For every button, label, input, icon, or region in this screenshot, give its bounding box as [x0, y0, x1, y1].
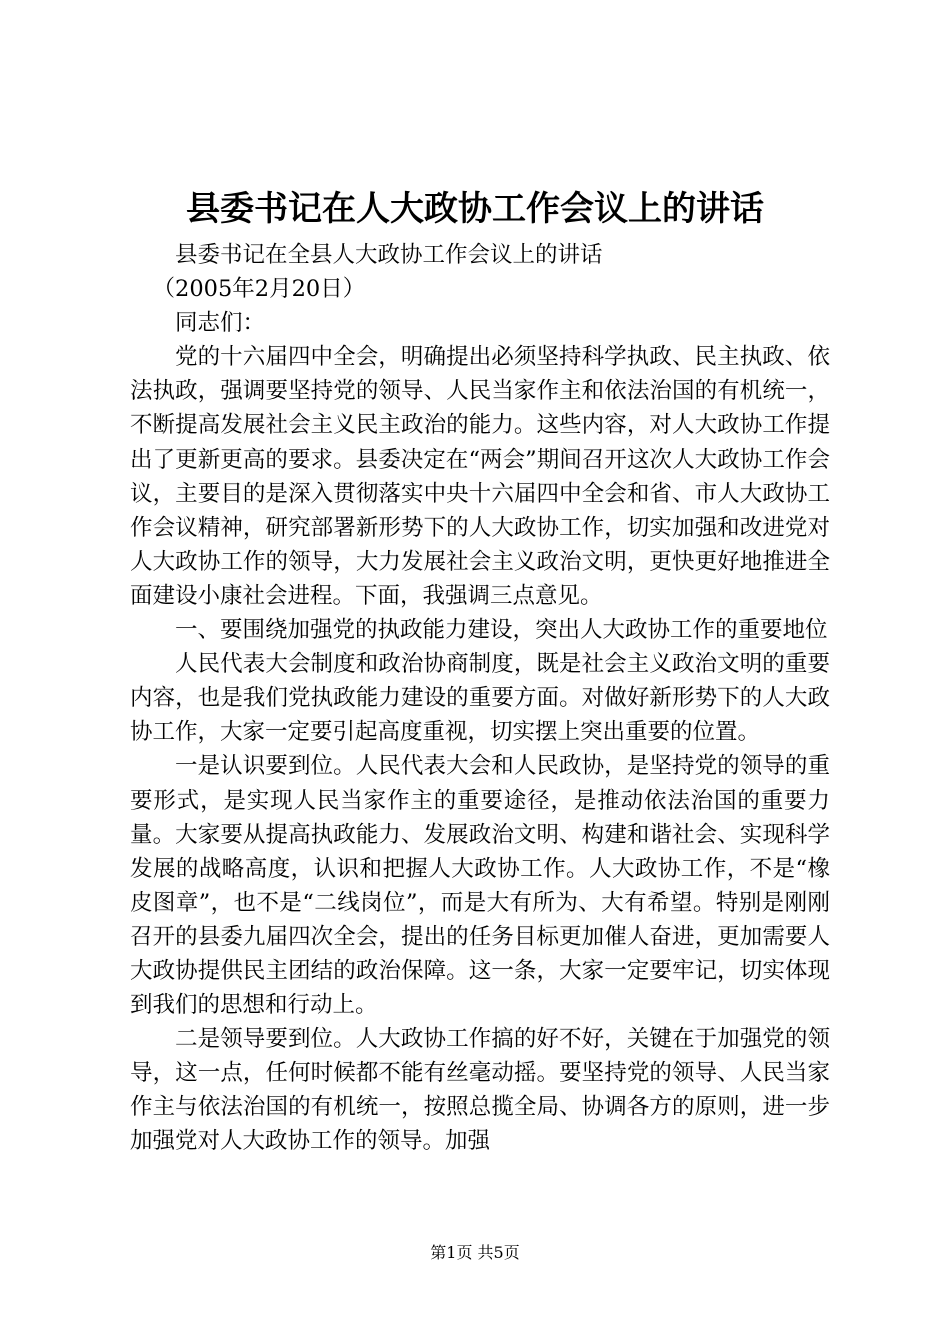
- page-footer: 第1页 共5页: [430, 1243, 520, 1262]
- document-date-line: （2005年2月20日）: [152, 276, 366, 303]
- paragraph-intro: 党的十六届四中全会，明确提出必须坚持科学执政、民主执政、依法执政，强调要坚持党的领导、人民当家作主和依法治国的有机统一，不断提高发展社会主义民主政治的能力。这些内容，对人大政协工作提出了更新更高的要求。县委决定在“两会”期间召开这次人大政协工作会议，主要目的是深入贯彻落实中央十六届四中全会和省、市人大政协工作会议精神，研究部署新形势下的人大政协工作，切实加强和改进党对人大政协工作的领导，大力发展社会主义政治文明，更快更好地推进全面建设小康社会进程。下面，我强调三点意见。: [130, 344, 830, 609]
- document-body: [130, 238, 830, 1159]
- paragraph-point-2: 二是领导要到位。人大政协工作搞的好不好，关键在于加强党的领导，这一点，任何时候都不能有丝毫动摇。要坚持党的领导、人民当家作主与依法治国的有机统一，按照总揽全局、协调各方的原则，进一步加强党对人大政协工作的领导。加强: [130, 1026, 830, 1155]
- document-salutation: 同志们：: [175, 310, 266, 337]
- document-subtitle: 县委书记在全县人大政协工作会议上的讲话: [175, 242, 603, 268]
- paragraph-section-1: 人民代表大会制度和政治协商制度，既是社会主义政治文明的重要内容，也是我们党执政能力建设的重要方面。对做好新形势下的人大政协工作，大家一定要引起高度重视，切实摆上突出重要的位置。: [130, 651, 830, 746]
- section-heading-1: 一、要围绕加强党的执政能力建设，突出人大政协工作的重要地位: [175, 617, 828, 644]
- paragraph-point-1: 一是认识要到位。人民代表大会和人民政协，是坚持党的领导的重要形式，是实现人民当家作主的重要途径，是推动依法治国的重要力量。大家要从提高执政能力、发展政治文明、构建和谐社会、实现科学发展的战略高度，认识和把握人大政协工作。人大政协工作，不是“橡皮图章”，也不是“二线岗位”，而是大有所为、大有希望。特别是刚刚召开的县委九届四次全会，提出的任务目标更加催人奋进，更加需要人大政协提供民主团结的政治保障。这一条，大家一定要牢记，切实体现到我们的思想和行动上。: [130, 753, 830, 1019]
- document-title: 县委书记在人大政协工作会议上的讲话: [186, 189, 764, 229]
